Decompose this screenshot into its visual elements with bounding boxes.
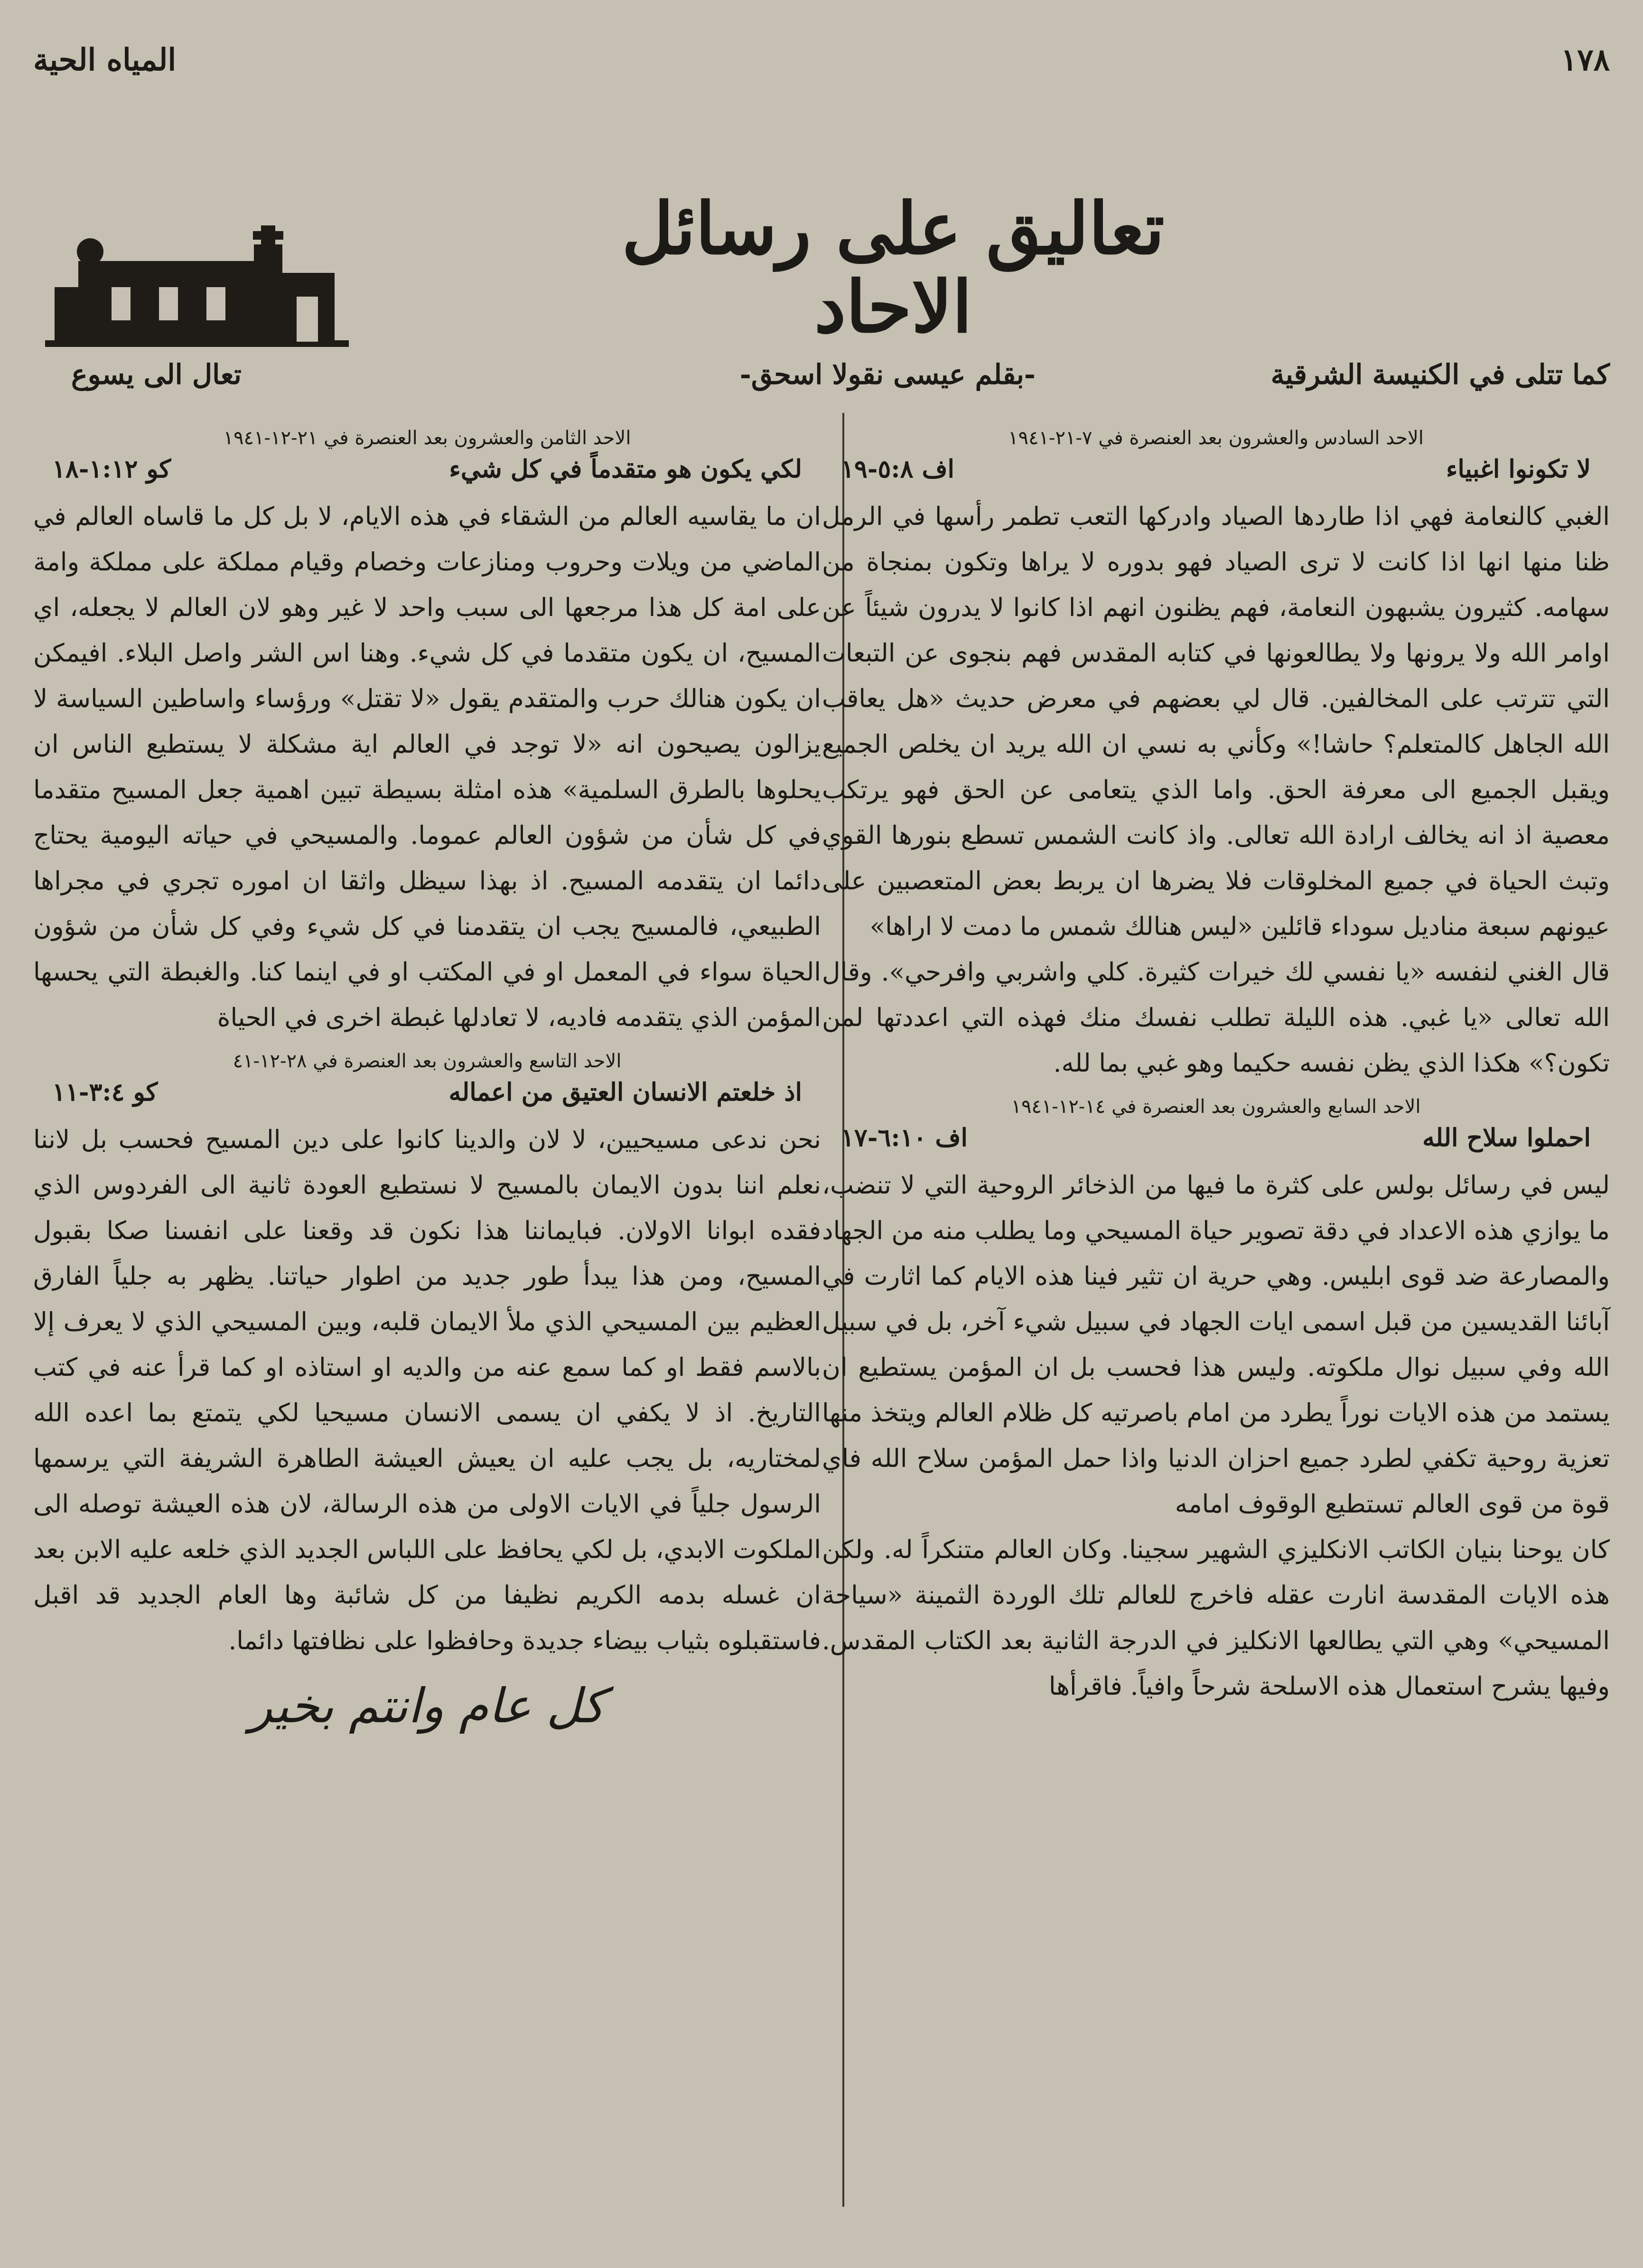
section-date: الاحد السادس والعشرون بعد العنصرة في ٧-٢١-١٩٤١ [1008,427,1424,449]
verse-reference: اف ٥:٨-١٩ [841,455,954,484]
page-number: ١٧٨ [1560,42,1610,78]
byline-author: -بقلم عيسى نقولا اسحق- [739,358,1036,391]
section-heading: اذ خلعتم الانسان العتيق من اعماله [448,1078,802,1107]
paragraph: نحن ندعى مسيحيين، لا لان والدينا كانوا على دين المسيح فحسب بل لاننا نعلم اننا بدون الايمان بالمسيح لا نستطيع العودة ثانية الى الفردوس الذي فقده ابوانا الاولان. فبايماننا هذا نكون قد وقعنا على انفسنا صكا بقبول المسيح، ومن هذا يبدأ طور جديد من اطوار حياتنا. يظهر به جلياً الفارق العظيم بين المسيحي الذي ملأ الايمان قلبه، وبين المسيحي الذي لا يعرف إلا بالاسم فقط او كما سمع عنه من والديه او استاذه او كما قرأ عنه في كتب التاريخ. اذ لا يكفي ان يسمى الانسان مسيحيا لكي يتمتع بما اعده الله لمختاريه، بل يجب عليه ان يعيش العيشة الطاهرة الشريفة التي يرسمها الرسول جلياً في الايات الاولى من هذه الرسالة، لان هذه العيشة توصله الى الملكوت الابدي، بل لكي يحافظ على اللباس الجديد الذي خلعه عليه الابن بعد ان غسله بدمه الكريم نظيفا من كل شائبة وها العام الجديد قد اقبل فاستقبلوه بثياب بيضاء جديدة وحافظوا على نظافتها دائما. [33,1125,821,1655]
right-column [822,418,1610,1709]
section-heading-row [52,1078,802,1107]
closing-greeting: كل عام وانتم بخير [249,1678,605,1734]
church-logo [45,216,349,354]
section-heading: احملوا سلاح الله [1422,1123,1591,1152]
article-title: تعاليق على رسائل الاحاد [622,187,1165,349]
running-head: المياه الحية [33,42,177,78]
byline-tagline: تعال الى يسوع [71,358,242,391]
verse-reference: اف ٦:١٠-١٧ [841,1123,968,1152]
section-heading-row [841,455,1591,484]
paragraph: ليس في رسائل بولس على كثرة ما فيها من الذخائر الروحية التي لا تنضب، ما يوازي هذه الاعداد في دقة تصوير حياة المسيحي وما يطلب منه من الجهاد والمصارعة ضد قوى ابليس. وهي حرية ان تثير فينا هذه الايام كما اثارت في آبائنا القديسين من قبل اسمى ايات الجهاد في سبيل شيء آخر، بل في سبيل الله وفي سبيل نوال ملكوته. وليس هذا فحسب بل ان المؤمن يستطيع ان يستمد من هذه الايات نوراً يطرد من امام باصرتيه كل ظلام العالم ويتخذ منها تعزية روحية تكفي لطرد جميع احزان الدنيا واذا حمل المؤمن سلاح الله فاي قوة من قوى العالم تستطيع الوقوف امامه [822,1171,1610,1519]
paragraph: الغبي كالنعامة فهي اذا طاردها الصياد وادركها التعب تطمر رأسها في الرمل ظنا منها انها اذا كانت لا ترى الصياد فهو بدوره لا يراها وتكون بمنجاة من سهامه. كثيرون يشبهون النعامة، فهم يظنون انهم اذا كانوا لا يدرون شيئاً عن اوامر الله ولا يرونها ولا يطالعونها في كتابه المقدس فهم بنجوى عن التبعات التي تترتب على المخالفين. قال لي بعضهم في معرض حديث «هل يعاقب الله الجاهل كالمتعلم؟ حاشا!» وكأني به نسي ان الله يريد ان يخلص الجميع ويقبل الجميع الى معرفة الحق. واما الذي يتعامى عن الحق فهو يرتكب معصية اذ انه يخالف ارادة الله تعالى. واذ كانت الشمس تسطع بنورها القوي وتبث الحياة في جميع المخلوقات فلا يضرها ان يربط بعض المتعصبين على عيونهم سبعة مناديل سوداء قائلين «ليس هنالك شمس ما دمت لا اراها» [822,502,1610,941]
section-date: الاحد السابع والعشرون بعد العنصرة في ١٤-١٢-١٩٤١ [1011,1096,1421,1118]
verse-reference: كو ٣:٤-١١ [52,1078,158,1107]
paragraph: قال الغني لنفسه «يا نفسي لك خيرات كثيرة. كلي واشربي وافرحي». وقال الله تعالى «يا غبي. هذه الليلة تطلب نفسك منك فهذه التي اعددتها لمن تكون؟» هكذا الذي يظن نفسه حكيما وهو غبي بما لله. [822,958,1610,1078]
section-heading-row [841,1123,1591,1152]
section-heading: لكي يكون هو متقدماً في كل شيء [449,455,802,484]
section-date: الاحد الثامن والعشرون بعد العنصرة في ٢١-١٢-١٩٤١ [223,427,631,449]
paragraph: كان يوحنا بنيان الكاتب الانكليزي الشهير سجينا. وكان العالم متنكراً له. ولكن هذه الايات المقدسة انارت عقله فاخرج للعالم تلك الوردة الثمينة «سياحة المسيحي» وهي التي يطالعها الانكليز في الدرجة الثانية بعد الكتاب المقدس. وفيها يشرح استعمال هذه الاسلحة شرحاً وافياً. فاقرأها [822,1535,1610,1701]
section-heading-row [52,455,802,484]
verse-reference: كو ١:١٢-١٨ [52,455,171,484]
section-date: الاحد التاسع والعشرون بعد العنصرة في ٢٨-١٢-٤١ [233,1050,622,1072]
paragraph: ان ما يقاسيه العالم من الشقاء في هذه الايام، لا بل كل ما قاساه العالم في الماضي من ويلات وحروب ومنازعات وخصام وقيام مملكة على مملكة وامة على امة كل هذا مرجعها الى سبب واحد لا غير وهو لان العالم لا يجعله، اي المسيح، ان يكون متقدما في كل شيء. وهنا اس الشر واصل البلاء. افيمكن ان يكون هنالك حرب والمتقدم يقول «لا تقتل» ورؤساء واساطين السياسة لا يزالون يصيحون انه «لا توجد في العالم اية مشكلة لا يستطيع الناس ان يحلوها بالطرق السلمية» هذه امثلة بسيطة تبين اهمية جعل المسيح متقدما في كل شأن من شؤون العالم عموما. والمسيحي في حياته اليومية يحتاج دائما ان يتقدمه المسيح. اذ بهذا سيظل واثقا ان اموره تجري في مجراها الطبيعي، فالمسيح يجب ان يتقدمنا في كل شيء وفي كل شأن من شؤون الحياة سواء في المعمل او في المكتب او في اينما كنا. والغبطة التي يحسها المؤمن الذي يتقدمه فاديه، لا تعادلها غبطة اخرى في الحياة [33,502,822,1032]
section-heading: لا تكونوا اغبياء [1446,455,1591,484]
byline-church: كما تتلى في الكنيسة الشرقية [1270,358,1610,391]
left-column [33,418,821,1734]
